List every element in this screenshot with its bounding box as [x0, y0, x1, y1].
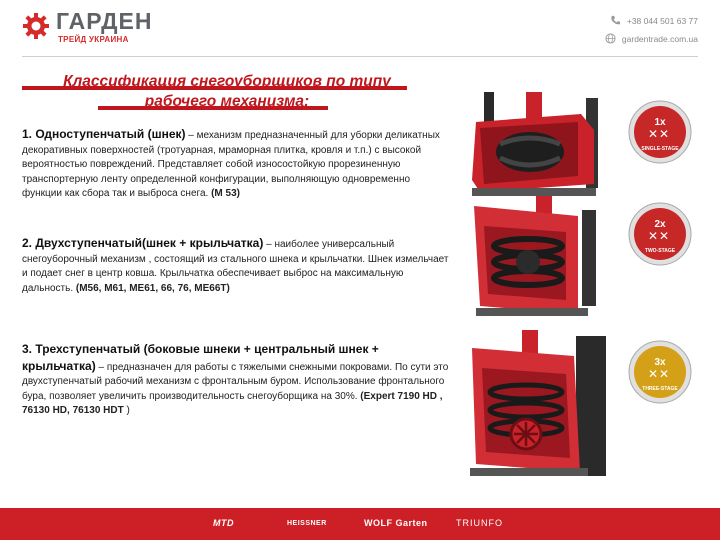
section-text-lead: механизм предназначенный для: [196, 130, 348, 141]
badge-label: THREE-STAGE: [642, 386, 678, 392]
brand-logo-mtd: MTD: [213, 518, 234, 528]
section-text-lead: предназначен для работы с тяжелыми: [106, 361, 287, 373]
auger-icon: ✕: [647, 367, 659, 381]
single-stage-badge: [628, 100, 692, 164]
auger-icon: ✕: [647, 229, 659, 243]
page-title-line-1: Классификация снегоуборщиков по типу: [63, 73, 391, 90]
badge-label: SINGLE-STAGE: [641, 146, 679, 152]
contact-phone: [610, 15, 698, 26]
badge-number: 3x: [654, 357, 666, 368]
section-text-lead: наиболее: [274, 239, 320, 250]
auger-icon: ✕: [658, 367, 670, 381]
section-heading: 1. Одноступенчатый (шнек): [22, 127, 186, 141]
company-logo: [22, 8, 162, 44]
three-stage-snowblower-image: [466, 330, 616, 482]
phone-number: +38 044 501 63 77: [626, 15, 698, 26]
globe-icon: [605, 33, 616, 44]
page-title-line-2: рабочего механизма:: [144, 93, 310, 110]
section-heading: 3. Трехступенчатый (боковые шнеки + центральный шнек + крыльчатка): [22, 342, 379, 373]
two-stage-badge: [628, 202, 692, 266]
badge-number: 2x: [654, 219, 666, 230]
section-text: универсальный снегоуборочный механизм , состоящий из стального шнека и крыльчатки. Шнек измельчает и подает снег в центр ковша. Крыльчатка обеспечивает выброс на максимальную дальность.: [22, 239, 449, 294]
badge-number: 1x: [654, 117, 666, 128]
section-dash: –: [263, 239, 275, 250]
section-heading: 2. Двухступенчатый(шнек + крыльчатка): [22, 236, 264, 250]
footer-bar: [0, 508, 720, 540]
three-stage-badge: [628, 340, 692, 404]
badge-label: TWO-STAGE: [644, 248, 676, 254]
gear-logo-icon: [22, 12, 50, 40]
section-three-stage: [22, 342, 452, 419]
two-stage-snowblower-image: [466, 196, 616, 324]
logo-title: ГАРДЕН: [56, 8, 153, 34]
section-two-stage: [22, 236, 452, 296]
brand-logo-wolf-garten: WOLF Garten: [364, 518, 428, 528]
contact-website[interactable]: [605, 33, 698, 44]
single-stage-snowblower-image: [466, 92, 616, 202]
auger-icon: ✕: [658, 229, 670, 243]
section-dash: –: [185, 130, 197, 141]
phone-icon: [610, 15, 621, 26]
website-link[interactable]: gardentrade.com.ua: [621, 33, 698, 44]
section-text: снежными покровами. По сути это двухступенчатый рабочий механизм с фронтальным буром. Использование фронтального бура, позволяет увеличить производительность снегоуборщика на 30%.: [22, 361, 449, 402]
header-divider: [22, 56, 698, 57]
brand-logo-heissner: HEISSNER: [287, 520, 327, 527]
section-single-stage: [22, 127, 452, 202]
section-models-end: ): [123, 405, 130, 416]
auger-icon: ✕: [658, 127, 670, 141]
brand-logo-triunfo: TRIUNFO: [456, 518, 503, 528]
section-models: (M 53): [211, 188, 240, 199]
section-dash: –: [95, 361, 107, 373]
section-models: (Expert 7190 HD , 76130 HD, 76130 HDT: [22, 390, 443, 416]
auger-icon: ✕: [647, 127, 659, 141]
logo-subtitle: ТРЕЙД УКРАИНА: [58, 35, 129, 44]
section-text: уборки деликатных декоративных поверхностей (тротуарная, мраморная плитка, кровля и т.п.) с высокой вероятностью повреждений. Представляет собой износостойкую прорезиненную транспортерную ленту определенной конфигурации, выполняющую одновременно функции как сбора так и выброса снега.: [22, 130, 440, 199]
section-models: (M56, M61, ME61, 66, 76, ME66T): [75, 282, 230, 294]
